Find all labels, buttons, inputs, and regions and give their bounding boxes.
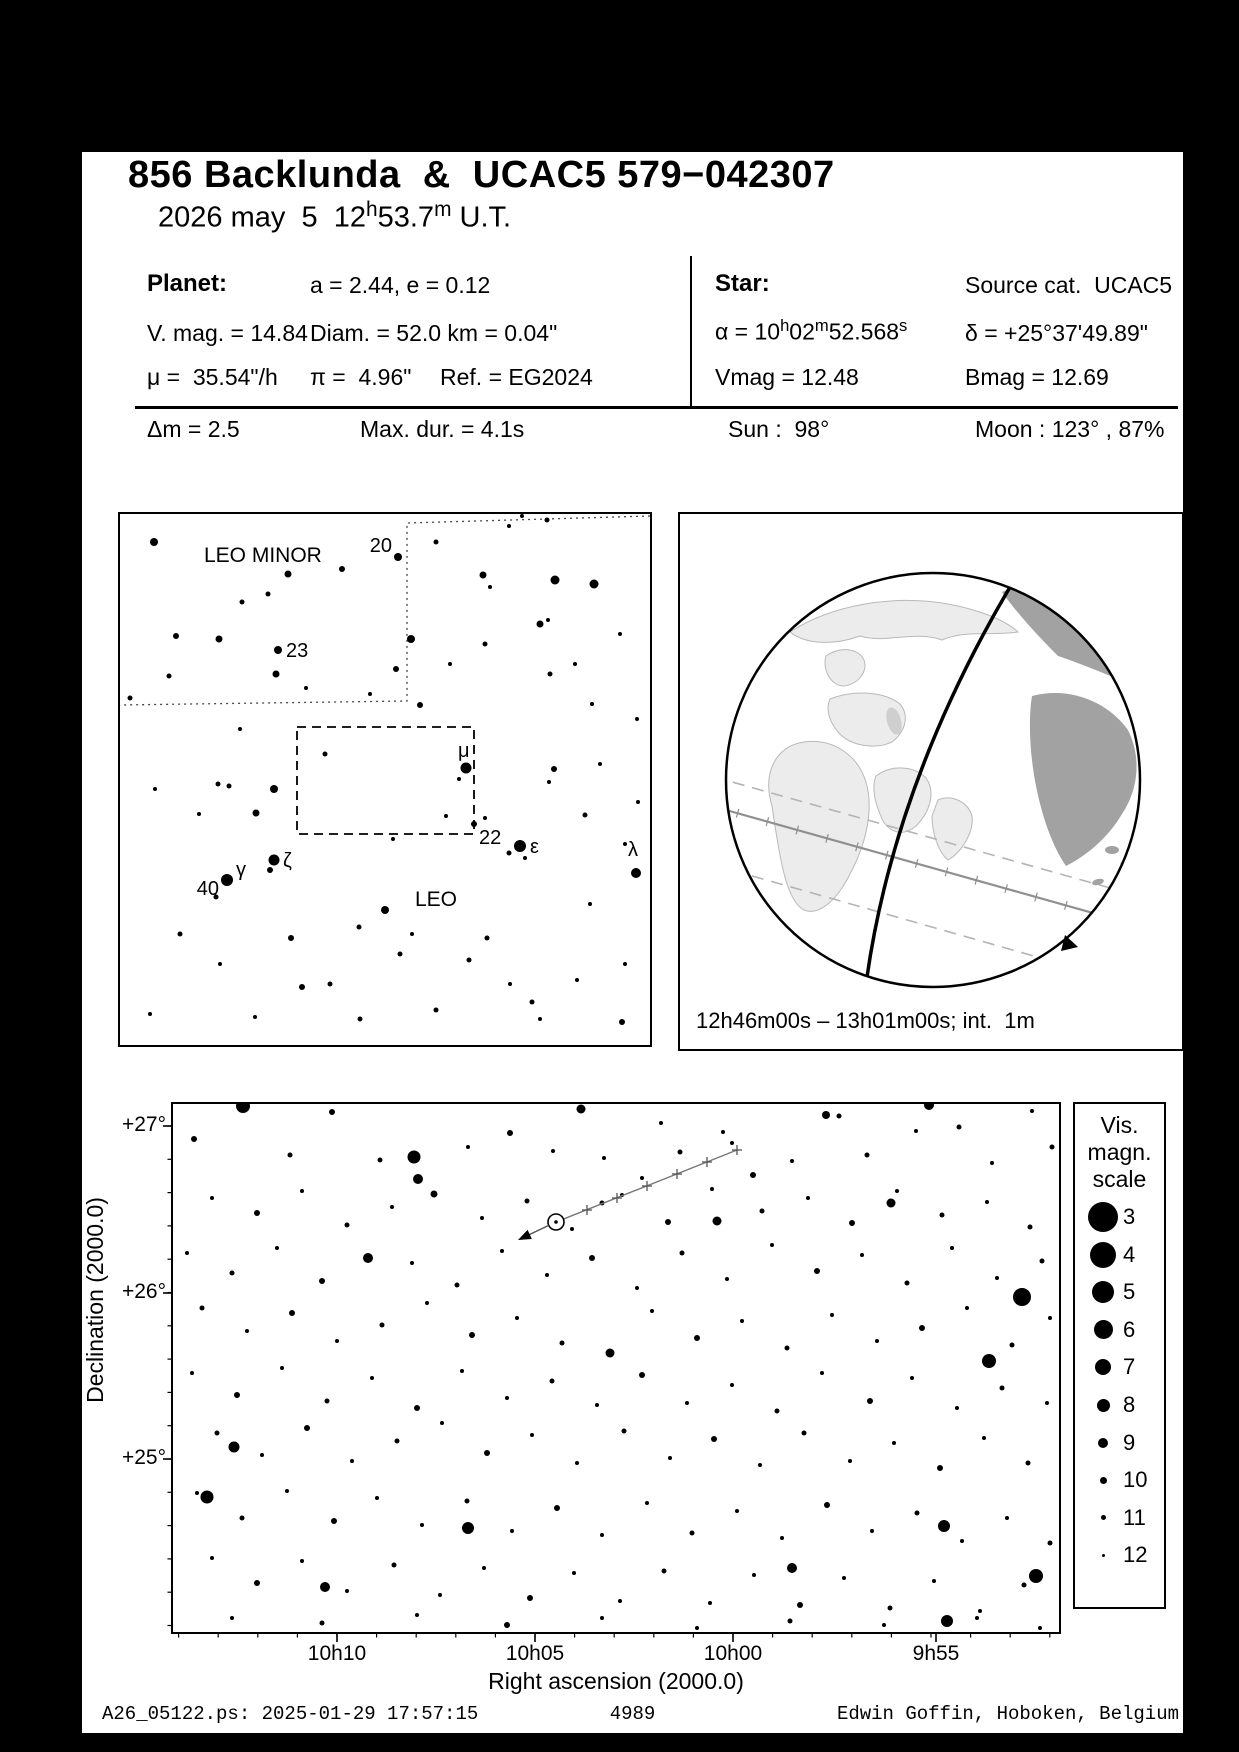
svg-text:20: 20 — [369, 535, 392, 557]
svg-text:23: 23 — [286, 640, 309, 662]
y-tick-label: +25° — [121, 1446, 166, 1469]
planet-parallax: π = 4.96" — [310, 364, 412, 390]
y-tick-label: +27° — [121, 1113, 166, 1136]
star-dec: δ = +25°37'49.89" — [965, 320, 1148, 346]
minute-superscript: m — [434, 198, 452, 221]
globe-map — [678, 512, 1184, 1051]
legend-magnitude-dot — [1098, 1438, 1108, 1448]
magnitude-drop: Δm = 2.5 — [147, 416, 240, 442]
star-vmag: Vmag = 12.48 — [715, 364, 859, 390]
legend-magnitude-value: 7 — [1123, 1354, 1136, 1380]
max-duration: Max. dur. = 4.1s — [360, 416, 525, 442]
legend-magnitude-value: 10 — [1123, 1467, 1148, 1493]
legend-magnitude-dot — [1095, 1359, 1111, 1375]
table-divider-line — [690, 256, 692, 408]
legend-magnitude-dot — [1092, 1281, 1114, 1303]
x-tick-label: 10h05 — [505, 1642, 565, 1665]
hour-superscript: h — [365, 198, 378, 221]
footer-filename: A26_05122.ps: 2025-01-29 17:57:15 — [102, 1703, 479, 1725]
y-axis-title: Declination (2000.0) — [82, 1197, 108, 1403]
legend-title-line1: Vis. — [1100, 1112, 1139, 1138]
legend-magnitude-dot — [1097, 1399, 1110, 1412]
prediction-page — [82, 152, 1183, 1733]
x-tick-label: 10h10 — [307, 1642, 367, 1665]
svg-text:ε: ε — [530, 836, 539, 858]
legend-title-line3: scale — [1092, 1166, 1147, 1192]
legend-magnitude-dot — [1100, 1477, 1107, 1484]
legend-title-line2: magn. — [1087, 1139, 1152, 1165]
footer-author: Edwin Goffin, Hoboken, Belgium — [836, 1703, 1179, 1725]
legend-magnitude-value: 11 — [1123, 1504, 1146, 1530]
svg-text:ζ: ζ — [283, 850, 292, 872]
legend-magnitude-dot — [1101, 1515, 1106, 1520]
legend-magnitude-value: 4 — [1123, 1241, 1136, 1267]
planet-label: Planet: — [147, 270, 228, 297]
svg-text:λ: λ — [628, 839, 638, 861]
svg-text:μ: μ — [458, 740, 470, 762]
star-bmag: Bmag = 12.69 — [965, 364, 1109, 390]
planet-reference: Ref. = EG2024 — [440, 364, 593, 390]
legend-magnitude-value: 8 — [1123, 1392, 1136, 1417]
legend-magnitude-value: 5 — [1123, 1279, 1136, 1305]
globe-time-caption: 12h46m00s – 13h01m00s; int. 1m — [696, 1008, 1035, 1033]
page-title: 856 Backlunda & UCAC5 579−042307 — [128, 154, 835, 196]
event-datetime: 2026 may 5 12$^h$53.7$^m$ U.T. — [158, 198, 512, 234]
finder-chart-svg — [120, 514, 650, 1045]
magnitude-legend — [1073, 1102, 1166, 1609]
moon-elongation: Moon : 123° , 87% — [975, 416, 1165, 442]
star-label: Star: — [715, 270, 770, 297]
x-tick-label: 9h55 — [912, 1642, 960, 1665]
legend-magnitude-value: 6 — [1123, 1316, 1136, 1342]
x-axis-title: Right ascension (2000.0) — [488, 1668, 744, 1694]
datetime-text: 2026 may 5 12 — [158, 201, 366, 234]
footer-page-number: 4989 — [609, 1703, 656, 1725]
svg-text:LEO: LEO — [415, 888, 458, 911]
legend-magnitude-dot — [1094, 1320, 1113, 1339]
y-tick-label: +26° — [121, 1280, 166, 1303]
legend-magnitude-dot — [1102, 1554, 1105, 1557]
svg-text:LEO MINOR: LEO MINOR — [204, 544, 322, 567]
star-source-catalog: Source cat. UCAC5 — [965, 272, 1173, 298]
planet-orbit: a = 2.44, e = 0.12 — [310, 272, 491, 298]
globe-svg — [680, 514, 1182, 1049]
table-rule-line — [135, 406, 1178, 409]
detail-chart-svg — [152, 1097, 1080, 1649]
svg-text:40: 40 — [196, 878, 219, 900]
x-tick-label: 10h00 — [703, 1642, 763, 1665]
legend-magnitude-value: 12 — [1123, 1542, 1148, 1568]
legend-magnitude-value: 9 — [1123, 1429, 1136, 1455]
planet-diameter: Diam. = 52.0 km = 0.04" — [310, 320, 558, 346]
svg-text:22: 22 — [479, 827, 502, 849]
legend-magnitude-value: 3 — [1123, 1204, 1136, 1229]
planet-vmag: V. mag. = 14.84 — [147, 320, 308, 346]
svg-text:γ: γ — [236, 859, 246, 881]
planet-proper-motion: μ = 35.54"/h — [147, 364, 278, 390]
star-ra: $\alpha = 10^h02^m52.568^s$ — [715, 316, 908, 345]
legend-magnitude-dot — [1090, 1242, 1116, 1268]
sun-elongation: Sun : 98° — [728, 416, 830, 442]
legend-magnitude-dot — [1088, 1202, 1118, 1232]
finder-chart — [118, 512, 652, 1047]
